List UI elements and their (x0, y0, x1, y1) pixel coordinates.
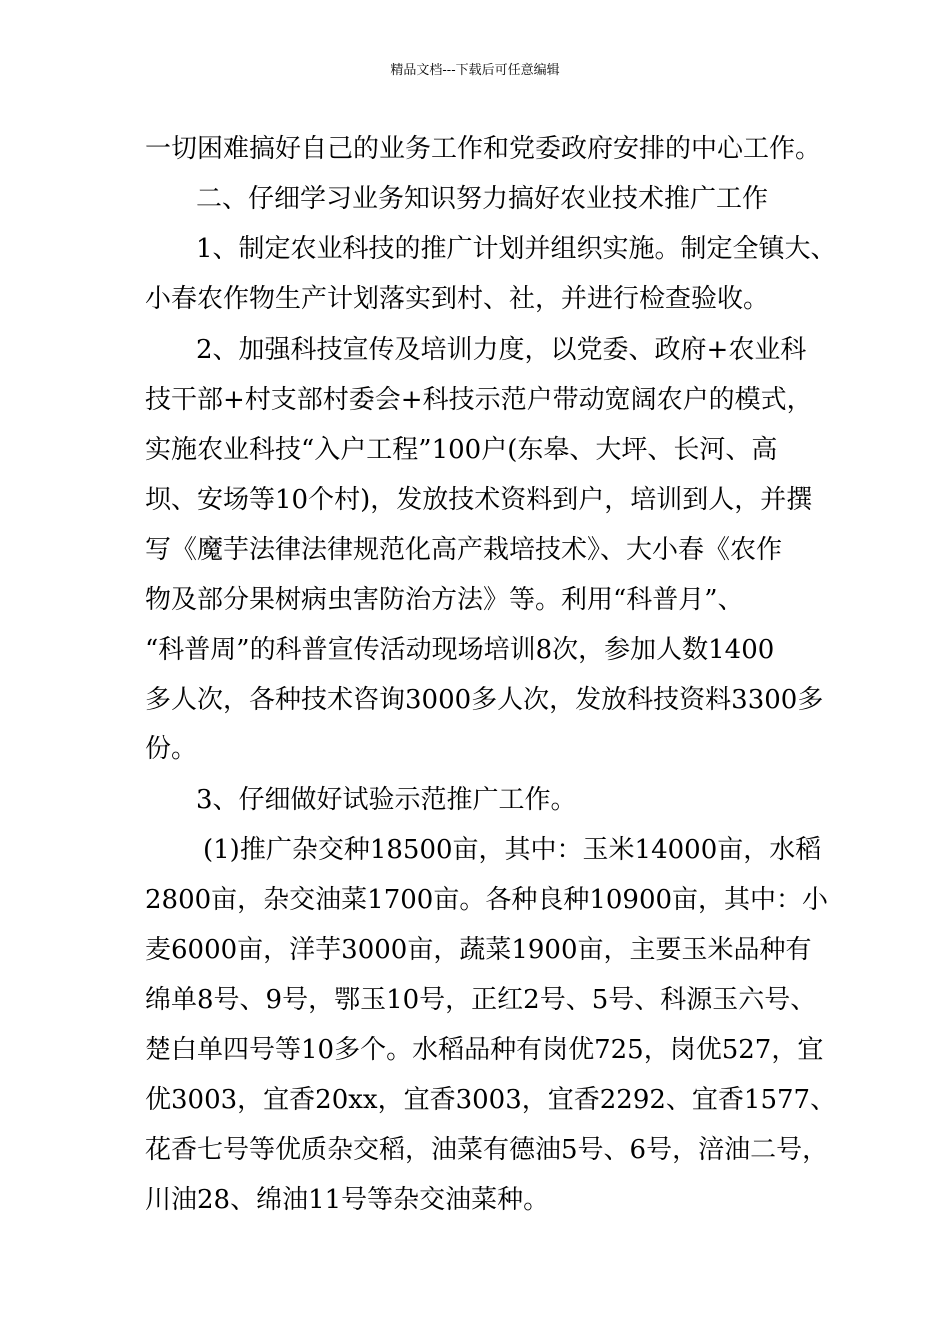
text-line: 技干部+村支部村委会+科技示范户带动宽阔农户的模式， (145, 385, 813, 415)
text-line: 多人次，各种技术咨询3000多人次，发放科技资料3300多 (145, 685, 824, 715)
text-line: 2、加强科技宣传及培训力度，以党委、政府+农业科 (196, 335, 807, 365)
text-line: 1、制定农业科技的推广计划并组织实施。制定全镇大、 (196, 234, 837, 264)
text-line: 绵单8号、9号，鄂玉10号，正红2号、5号、科源玉六号、 (145, 985, 817, 1015)
text-line: 写《魔芋法律法律规范化高产栽培技术》、大小春《农作 (145, 535, 783, 565)
section-heading: 二、仔细学习业务知识努力搞好农业技术推广工作 (196, 184, 769, 214)
text-line: 坝、安场等10个村)，发放技术资料到户，培训到人，并撰 (145, 485, 813, 515)
text-line: 实施农业科技“入户工程”100户(东皋、大坪、长河、高 (145, 435, 778, 465)
text-line: 花香七号等优质杂交稻，油菜有德油5号、6号，涪油二号， (145, 1135, 829, 1165)
text-line: 份。 (145, 734, 198, 764)
text-line: 一切困难搞好自己的业务工作和党委政府安排的中心工作。 (145, 134, 822, 164)
text-line: 2800亩，杂交油菜1700亩。各种良种10900亩，其中：小 (145, 885, 829, 915)
text-line: “科普周”的科普宣传活动现场培训8次，参加人数1400 (145, 635, 775, 665)
page-header: 精品文档---下载后可任意编辑 (390, 63, 560, 78)
text-line: 3、仔细做好试验示范推广工作。 (196, 785, 577, 815)
text-line: 川油28、绵油11号等杂交油菜种。 (145, 1185, 550, 1215)
text-line: 小春农作物生产计划落实到村、社，并进行检查验收。 (145, 284, 770, 314)
text-line: (1)推广杂交种18500亩，其中：玉米14000亩，水稻 (203, 835, 822, 865)
text-line: 优3003，宜香20xx，宜香3003，宜香2292、宜香1577、 (145, 1085, 837, 1115)
text-line: 物及部分果树病虫害防治方法》等。利用“科普月”、 (145, 585, 744, 615)
text-line: 麦6000亩，洋芋3000亩，蔬菜1900亩，主要玉米品种有 (145, 935, 812, 965)
text-line: 楚白单四号等10多个。水稻品种有岗优725，岗优527，宜 (145, 1035, 824, 1065)
